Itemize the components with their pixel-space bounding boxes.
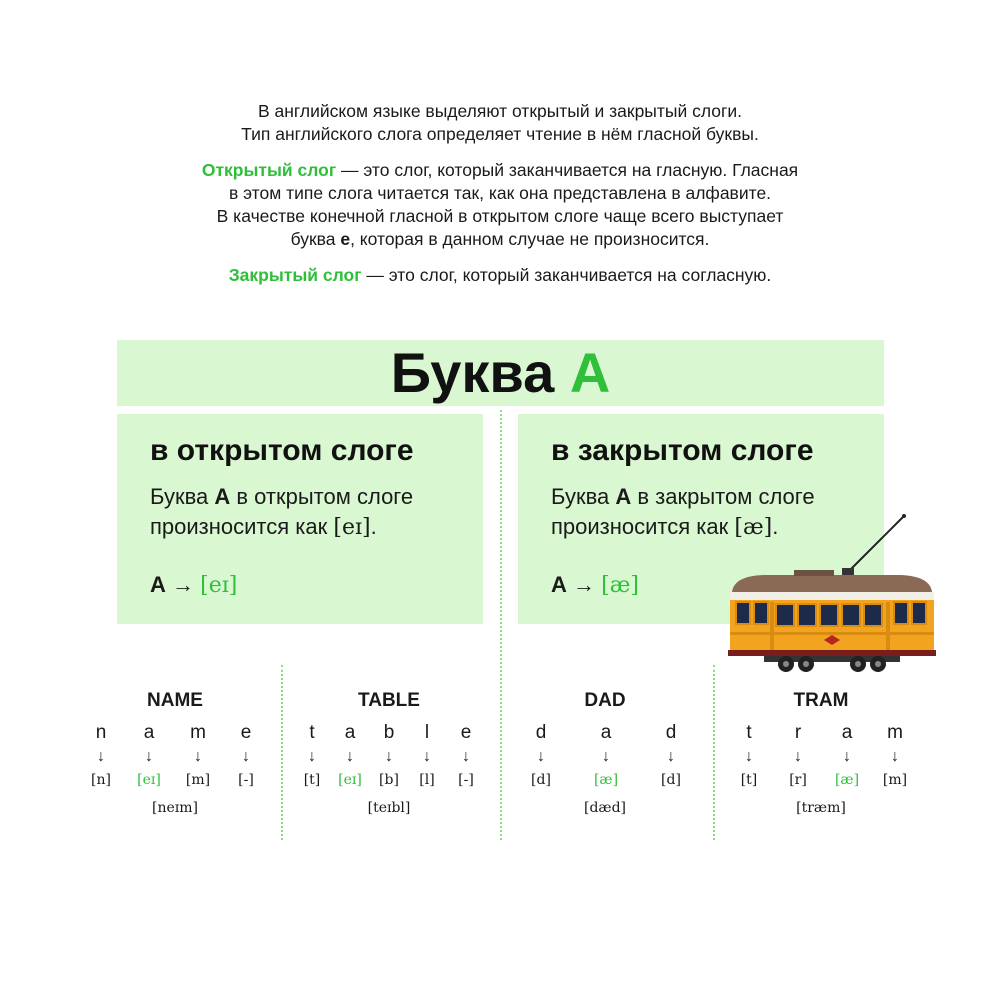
closed-syllable-definition (0, 264, 1000, 287)
letter: r (794, 722, 802, 743)
letter: e (460, 722, 472, 743)
open-def-line-2: в этом типе слога читается так, как она представлена в алфавите. (228, 183, 772, 203)
closed-def-text: — это слог, который заканчивается на согласную. (361, 265, 772, 285)
right-arrow-icon: → (566, 572, 602, 597)
down-arrow-icon: ↓ (423, 748, 431, 765)
intro-paragraph-1 (0, 100, 1000, 146)
down-arrow-icon: ↓ (145, 748, 153, 765)
rule-sound: [æ] (601, 573, 639, 598)
closed-syllable-term: Закрытый слог (228, 265, 362, 285)
left-divider (281, 665, 283, 840)
letter-column (832, 722, 862, 788)
open-desc-text: Буква (150, 484, 215, 509)
rule-letter: А (150, 572, 166, 597)
down-arrow-icon: ↓ (602, 748, 610, 765)
open-desc-ipa: [eɪ] (333, 515, 371, 540)
transcription: [teɪbl] (367, 800, 411, 816)
down-arrow-icon: ↓ (891, 748, 899, 765)
phoneme: [-] (458, 772, 474, 788)
letter-column (335, 722, 365, 788)
phoneme: [l] (419, 772, 435, 788)
letter-column (86, 722, 116, 788)
open-desc-letter: А (214, 484, 231, 509)
down-arrow-icon: ↓ (385, 748, 393, 765)
phoneme: [d] (531, 772, 551, 788)
word-title: DAD (584, 690, 626, 711)
word-title: TRAM (793, 690, 849, 711)
down-arrow-icon: ↓ (346, 748, 354, 765)
letter: a (143, 722, 155, 743)
rule-letter: А (551, 572, 567, 597)
letter-column (134, 722, 164, 788)
down-arrow-icon: ↓ (97, 748, 105, 765)
open-syllable-card (117, 414, 483, 624)
down-arrow-icon: ↓ (794, 748, 802, 765)
down-arrow-icon: ↓ (537, 748, 545, 765)
phoneme-highlight: [eɪ] (137, 772, 161, 788)
closed-card-rule (551, 572, 639, 598)
down-arrow-icon: ↓ (194, 748, 202, 765)
letter-column (297, 722, 327, 788)
letter-column (374, 722, 404, 788)
open-desc-period: . (370, 514, 377, 539)
closed-desc-period: . (772, 514, 779, 539)
closed-card-heading: в закрытом слоге (551, 434, 814, 467)
title-bar (117, 340, 884, 406)
phoneme: [r] (789, 772, 807, 788)
letter-column (526, 722, 556, 788)
phoneme: [n] (91, 772, 111, 788)
down-arrow-icon: ↓ (242, 748, 250, 765)
tram-icon (724, 512, 940, 674)
phoneme: [t] (740, 772, 758, 788)
open-def-line-4a: буква (290, 229, 341, 249)
closed-desc-letter: А (615, 484, 632, 509)
closed-desc-ipa: [æ] (734, 515, 773, 540)
letter-column (412, 722, 442, 788)
word-table-example (294, 690, 484, 830)
letter: d (665, 722, 677, 743)
intro-text (0, 100, 1000, 300)
open-card-rule (150, 572, 237, 598)
phoneme-highlight: [eɪ] (338, 772, 362, 788)
letter-e-bold: e (340, 229, 351, 249)
title-letter: А (569, 341, 611, 404)
letter-column (451, 722, 481, 788)
open-desc-text-3: произносится как (150, 514, 334, 539)
letter: t (309, 722, 315, 743)
open-card-heading: в открытом слоге (150, 434, 414, 467)
letter: t (746, 722, 752, 743)
letter: n (95, 722, 107, 743)
down-arrow-icon: ↓ (843, 748, 851, 765)
open-syllable-term: Открытый слог (201, 160, 337, 180)
letter-column (591, 722, 621, 788)
word-name-example (80, 690, 270, 830)
closed-desc-text: Буква (551, 484, 616, 509)
letter: e (240, 722, 252, 743)
letter: b (383, 722, 395, 743)
phoneme: [b] (379, 772, 399, 788)
rule-sound: [eɪ] (200, 573, 238, 598)
down-arrow-icon: ↓ (667, 748, 675, 765)
phoneme: [-] (238, 772, 254, 788)
letter: m (190, 722, 206, 743)
right-divider (713, 665, 715, 840)
intro-line-2: Тип английского слога определяет чтение в нём гласной буквы. (241, 124, 759, 144)
phoneme-highlight: [æ] (593, 772, 619, 788)
title-prefix: Буква (390, 341, 570, 404)
phoneme-highlight: [æ] (834, 772, 860, 788)
letter: l (424, 722, 430, 743)
open-desc-text-2: в открытом слоге (230, 484, 414, 509)
letter-column (656, 722, 686, 788)
word-tram-example (726, 690, 916, 830)
transcription: [neɪm] (152, 800, 198, 816)
closed-desc-text-3: произносится как (551, 514, 735, 539)
transcription: [dæd] (583, 800, 626, 816)
letter: a (841, 722, 853, 743)
letter: a (344, 722, 356, 743)
letter-column (231, 722, 261, 788)
down-arrow-icon: ↓ (745, 748, 753, 765)
phoneme: [m] (882, 772, 908, 788)
center-divider (500, 410, 502, 840)
letter-column (783, 722, 813, 788)
letter-column (734, 722, 764, 788)
open-card-description (150, 482, 413, 543)
intro-line-1: В английском языке выделяют открытый и закрытый слоги. (257, 101, 743, 121)
open-def-line-3: В качестве конечной гласной в открытом слоге чаще всего выступает (216, 206, 784, 226)
word-title: NAME (147, 690, 203, 711)
open-def-line-4c: , которая в данном случае не произносится. (350, 229, 710, 249)
right-arrow-icon: → (165, 572, 201, 597)
phoneme: [m] (185, 772, 211, 788)
phoneme: [d] (661, 772, 681, 788)
letter: d (535, 722, 547, 743)
down-arrow-icon: ↓ (462, 748, 470, 765)
closed-desc-text-2: в закрытом слоге (631, 484, 815, 509)
down-arrow-icon: ↓ (308, 748, 316, 765)
transcription: [træm] (796, 800, 846, 816)
word-dad-example (510, 690, 700, 830)
letter: m (887, 722, 903, 743)
letter: a (600, 722, 612, 743)
phoneme: [t] (303, 772, 321, 788)
open-syllable-definition (0, 159, 1000, 251)
letter-column (880, 722, 910, 788)
word-title: TABLE (358, 690, 420, 711)
open-def-line-1: — это слог, который заканчивается на гласную. Гласная (336, 160, 799, 180)
letter-column (183, 722, 213, 788)
